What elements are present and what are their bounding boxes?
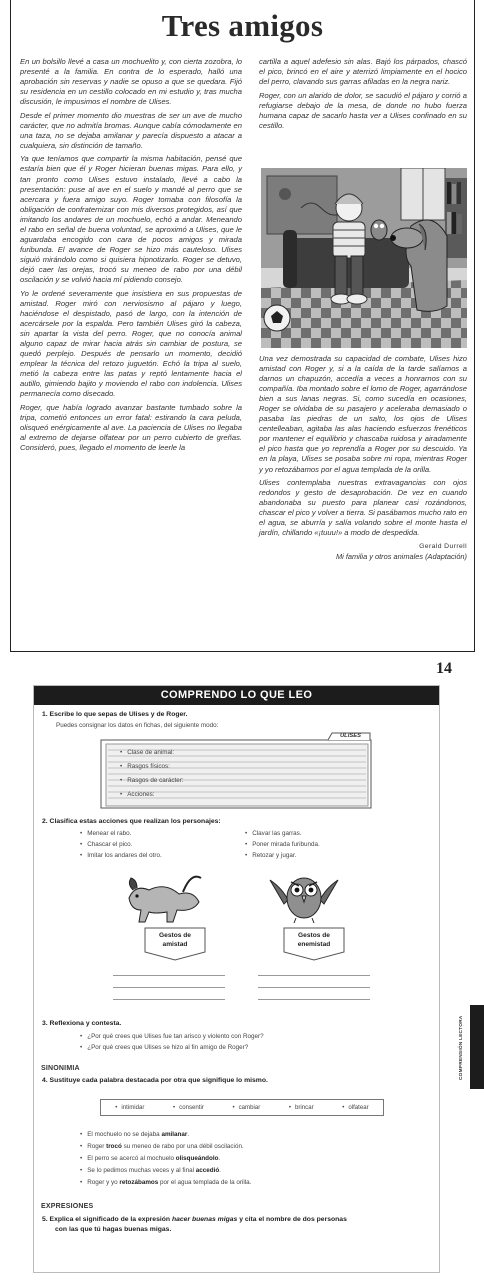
action-item: • Poner mirada furibunda. (245, 841, 320, 848)
action-item: • Retozar y jugar. (245, 852, 296, 859)
highlighted-word: amilanar (161, 1131, 188, 1138)
story-page (10, 0, 475, 652)
action-item: • Imitar los andares del otro. (80, 852, 162, 859)
card-field: • Acciones: (120, 791, 155, 798)
highlighted-word: retozábamos (119, 1179, 159, 1186)
story-paragraph: Ya que teníamos que compartir la misma habitación, pensé que estaría bien que él y Roger hicieran buenas migas. Para ello, y tan pronto como Ulises estuvo instalado, llevé a cabo la presentación: puse al ave en el suelo y mandé al perro que se acercara y fuera amigo suyo. Roger tomaba con filosofía la obligación de confraternizar con mis diversos protegidos, así que imitando los andares de un mochuelo, echó a andar. Meneando el rabo en señal de buena voluntad, se aproximó a Ulises, que le aguardaba encogido con cara de pocos amigos y mirada furibunda. El avance de Roger se hizo más cauteloso. Ulises siguió mirándolo como si quisiera hipnotizarlo. Roger se detuvo, dejó caer las orejas, trocó su meneo de rabo por una débil oscilación y se volvió hacia mí pidiendo consejo. (20, 154, 242, 284)
friendship-box-line: Gestos de (159, 932, 191, 939)
ulises-card (100, 732, 382, 812)
friendship-box-line: amistad (162, 940, 188, 948)
story-left-column (20, 57, 242, 456)
answer-line[interactable] (258, 975, 370, 976)
question-1-instruction: Puedes consignar los datos en fichas, del siguiente modo: (56, 722, 219, 729)
story-right-column-top (259, 57, 467, 134)
question-5-title: 5. Explica el significado de la expresión hacer buenas migas y cita el nombre de dos personas (42, 1216, 347, 1223)
friendship-box (146, 929, 204, 951)
synonym-sentence: • Roger y yo retozábamos por el agua templada de la orilla. (80, 1179, 251, 1186)
action-item: • Clavar las garras. (245, 830, 302, 837)
story-paragraph: Roger, con un alarido de dolor, se sacudió el pájaro y corrió a refugiarse debajo de la mesa, de donde no hubo fuerza humana capaz de sacarlo hasta ver a Ulises confinado en su cestillo. (259, 90, 467, 130)
highlighted-word: accedió (195, 1167, 220, 1174)
page-number: 14 (436, 660, 452, 677)
card-field: • Rasgos físicos: (120, 763, 170, 770)
playful-dog-illustration (123, 868, 205, 924)
angry-owl-illustration (266, 864, 342, 924)
action-item: • Menear el rabo. (80, 830, 131, 837)
synonymy-heading: SINONIMIA (41, 1065, 80, 1072)
answer-line[interactable] (113, 987, 225, 988)
story-paragraph: Una vez demostrada su capacidad de combate, Ulises hizo amistad con Roger y, si a la caída de la tarde salíamos a darnos un chapuzón, accedía a veces a honrarnos con su compañía. Iba montado sobre el lomo de Roger, agarrándose bien a sus lanas negras. Si, como sucedía en ocasiones, Roger se olvidaba de su pasajero y aceleraba demasiado o pasaba las piedras de un salto, los ojos de Ulises centelleaban, agitaba las alas haciendo esfuerzos frenéticos por mantener el equilibrio y chascaba ruidosa y airadamente el pico hasta que yo reprendía a Roger por su descuido. Ya en la playa, Ulises se posaba sobre mi ropa, mientras Roger y yo retozábamos por el agua templada de la orilla. (259, 354, 467, 474)
enmity-box-line: enemistad (297, 940, 331, 948)
question-4-title: 4. Sustituye cada palabra destacada por otra que signifique lo mismo. (42, 1077, 268, 1084)
synonym-sentence: • Roger trocó su meneo de rabo por una débil oscilación. (80, 1143, 244, 1150)
expressions-heading: EXPRESIONES (41, 1203, 94, 1210)
question-2-title: 2. Clasifica estas acciones que realizan los personajes: (42, 818, 221, 825)
synonym-word: • cambiar (232, 1104, 260, 1111)
story-paragraph: Yo le ordené severamente que insistiera en sus propuestas de amistad. Roger miró con nerviosismo al pájaro y luego, haciéndose el despistado, pasó de largo, con la intención de acercársele por la espalda. Pero también Ulises giró la cabeza, sin apartar la vista del perro. Roger, que no conocía animal alguno capaz de mirar hacia atrás sin cambiar de postura, se quedó perplejo. Después de pensarlo un momento, decidió emplear la técnica del retozo juguetón. Echó la tripa al suelo, metió la cabeza entre las patas y reptó lentamente hacia el autillo, gimiendo bajito y moviendo el rabo con indolencia. Ulises permanecía como disecado. (20, 288, 242, 398)
answer-line[interactable] (258, 999, 370, 1000)
synonym-word-box (100, 1099, 384, 1116)
story-author: Gerald Durrell (419, 543, 467, 551)
synonym-sentence: • El perro se acercó al mochuelo olisqueándolo. (80, 1155, 220, 1162)
enmity-box-line: Gestos de (298, 932, 330, 939)
card-field: • Rasgos de carácter: (120, 777, 184, 784)
action-item: • Chascar el pico. (80, 841, 132, 848)
worksheet-header: COMPRENDO LO QUE LEO (34, 686, 439, 705)
reflection-question: • ¿Por qué crees que Ulises se hizo al fin amigo de Roger? (80, 1044, 248, 1051)
highlighted-word: olisqueándolo (175, 1155, 219, 1162)
story-paragraph: Roger, que había logrado avanzar bastante tumbado sobre la tripa, cometió entonces un error fatal: estirando la cara peluda, olisqueó enérgicamente al ave. La paciencia de Ulises no llegaba al extremo de dejarse olfatear por un perro cubierto de greñas. Consideró, pues, llegado el momento de leerle la (20, 402, 242, 452)
answer-line[interactable] (113, 999, 225, 1000)
story-paragraph: cartilla a aquel adefesio sin alas. Bajó los párpados, chascó el pico, brincó en el aire y aterrizó limpiamente en el hocico del perro, clavando sus garras afiladas en la negra nariz. (259, 57, 467, 87)
enmity-box (285, 929, 343, 951)
side-section-label: COMPRENSIÓN LECTORA (459, 1015, 464, 1081)
synonym-word: • intimidar (115, 1104, 144, 1111)
synonym-sentence: • Se lo pedimos muchas veces y al final accedió. (80, 1167, 221, 1174)
card-field: • Clase de animal: (120, 749, 174, 756)
question-3-title: 3. Reflexiona y contesta. (42, 1020, 122, 1027)
synonym-word: • consentir (173, 1104, 204, 1111)
reflection-question: • ¿Por qué crees que Ulises fue tan arisco y violento con Roger? (80, 1033, 264, 1040)
story-paragraph: Ulises contemplaba nuestras extravagancias con ojos redondos y gesto de desaprobación. De vez en cuando abandonaba su puesto para planear casi rozándonos, chascar el pico y volver a tierra. Si pasábamos mucho rato en el agua, se aburría y salía volando sobre el monte hasta el jardín, chillando «¡tuuu!» a modo de despedida. (259, 478, 467, 538)
question-1-title: 1. Escribe lo que sepas de Ulises y de Roger. (42, 711, 188, 718)
story-paragraph: Desde el primer momento dio muestras de ser un ave de mucho carácter, que no admitía bromas. Aunque cabía cómodamente en una taza, no se dejaba amilanar y parecía dispuesto a atacar a cualquiera, sin distinción de tamaño. (20, 110, 242, 150)
question-5-title-line2: con las que tú hagas buenas migas. (55, 1226, 172, 1233)
expression-phrase: hacer buenas migas (171, 1216, 238, 1223)
side-section-tab (470, 1005, 484, 1089)
answer-line[interactable] (258, 987, 370, 988)
synonym-word: • brincar (289, 1104, 314, 1111)
card-tab-label: ULISES (340, 733, 361, 739)
story-source: Mi familia y otros animales (Adaptación) (335, 552, 467, 562)
story-title: Tres amigos (161, 8, 324, 43)
synonym-sentence: • El mochuelo no se dejaba amilanar. (80, 1131, 189, 1138)
synonym-word: • olfatear (342, 1104, 368, 1111)
story-right-column-bottom (259, 354, 467, 562)
boy-dog-owl-illustration (261, 168, 467, 348)
story-paragraph: En un bolsillo llevé a casa un mochuelito y, con cierta zozobra, lo presenté a la familia. En contra de lo esperado, halló una aprobación sin reservas y nadie se opuso a que se quedara. Fijó su residencia en un cestillo colocado en mi estudio y, tras mucha discusión, le impusimos el nombre de Ulises. (20, 57, 242, 107)
highlighted-word: trocó (106, 1143, 122, 1150)
answer-line[interactable] (113, 975, 225, 976)
